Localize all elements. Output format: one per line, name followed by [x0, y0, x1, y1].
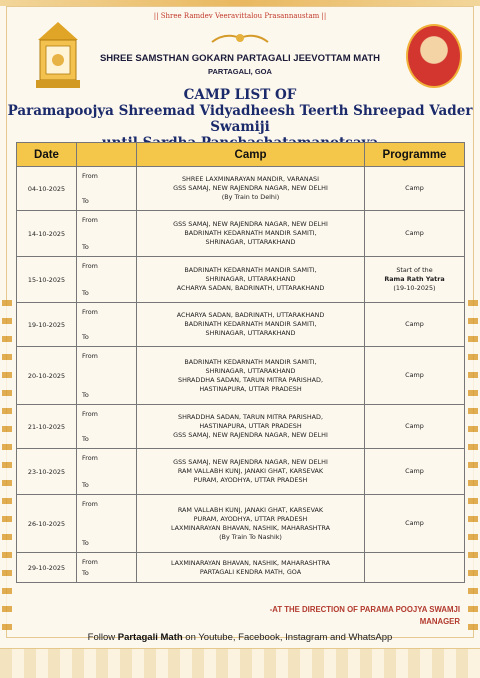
camp-line: SHRINAGAR, UTTARAKHAND [205, 329, 296, 337]
to-label: To [82, 435, 89, 443]
follow-line [0, 632, 480, 643]
table-header-row [17, 143, 465, 167]
row-date: 23-10-2025 [17, 449, 77, 495]
to-label: To [82, 333, 89, 341]
camp-line: (By Train To Nashik) [219, 532, 282, 541]
camp-line: ACHARYA SADAN, BADRINATH, UTTARAKHAND [176, 311, 325, 319]
header-camp: Camp [137, 143, 365, 167]
row-camp [137, 211, 365, 257]
row-date: 04-10-2025 [17, 167, 77, 211]
row-date: 29-10-2025 [17, 553, 77, 583]
row-programme [365, 405, 465, 449]
table-row [17, 495, 465, 553]
row-date: 26-10-2025 [17, 495, 77, 553]
row-date: 14-10-2025 [17, 211, 77, 257]
row-programme [365, 495, 465, 553]
camp-line: GSS SAMAJ, NEW RAJENDRA NAGAR, NEW DELHI [173, 220, 328, 228]
from-label: From [82, 352, 98, 360]
camp-line: PARTAGALI KENDRA MATH, GOA [199, 567, 302, 576]
camp-line: ACHARYA SADAN, BADRINATH, UTTARAKHAND [176, 284, 325, 292]
row-from-to [77, 167, 137, 211]
org-name: SHREE SAMSTHAN GOKARN PARTAGALI JEEVOTTAM MATH [99, 53, 381, 64]
row-programme [365, 257, 465, 303]
row-camp [137, 167, 365, 211]
camp-line: LAXMINARAYAN BHAVAN, NASHIK, MAHARASHTRA [170, 558, 331, 567]
camp-line: SHRADDHA SADAN, TARUN MITRA PARISHAD, [178, 413, 323, 421]
camp-line: BADRINATH KEDARNATH MANDIR SAMITI, [184, 320, 317, 328]
bottom-ornament-band [0, 648, 480, 678]
to-label: To [82, 569, 89, 577]
table-body [17, 167, 465, 583]
row-camp [137, 449, 365, 495]
row-programme [365, 553, 465, 583]
from-label: From [82, 308, 98, 316]
camp-line: SHRINAGAR, UTTARAKHAND [205, 275, 296, 283]
row-programme [365, 167, 465, 211]
row-programme [365, 449, 465, 495]
programme-line: Camp [405, 422, 424, 430]
to-label: To [82, 197, 89, 205]
row-from-to [77, 303, 137, 347]
to-label: To [82, 539, 89, 547]
row-camp [137, 553, 365, 583]
to-label: To [82, 391, 89, 399]
row-from-to [77, 257, 137, 303]
row-date: 20-10-2025 [17, 347, 77, 405]
row-from-to [77, 211, 137, 257]
from-label: From [82, 262, 98, 270]
camp-line: LAXMINARAYAN BHAVAN, NASHIK, MAHARASHTRA [170, 523, 331, 532]
row-camp [137, 347, 365, 405]
title-line-2: Paramapoojya Shreemad Vidyadheesh Teerth Shreepad Vader Swamiji [7, 103, 473, 135]
direction-note [0, 604, 460, 628]
table-row [17, 257, 465, 303]
programme-line: (19-10-2025) [393, 284, 436, 292]
camp-table [16, 142, 465, 583]
from-label: From [82, 558, 98, 566]
table-row [17, 167, 465, 211]
left-ornament-border [2, 300, 12, 630]
camp-line: HASTINAPURA, UTTAR PRADESH [199, 384, 302, 393]
header-programme: Programme [365, 143, 465, 167]
header-from-to [77, 143, 137, 167]
row-from-to [77, 553, 137, 583]
camp-line: GSS SAMAJ, NEW RAJENDRA NAGAR, NEW DELHI [173, 458, 328, 466]
table-row [17, 211, 465, 257]
to-label: To [82, 481, 89, 489]
camp-line: BADRINATH KEDARNATH MANDIR SAMITI, [184, 229, 317, 237]
follow-prefix: Follow [87, 632, 118, 643]
camp-line: BADRINATH KEDARNATH MANDIR SAMITI, [184, 266, 317, 274]
follow-brand: Partagali Math [117, 632, 183, 643]
programme-line: Start of the [396, 266, 433, 274]
programme-line: Camp [405, 184, 424, 192]
programme-line: Camp [405, 467, 424, 475]
camp-line: SHRADDHA SADAN, TARUN MITRA PARISHAD, [178, 375, 323, 384]
row-date: 19-10-2025 [17, 303, 77, 347]
row-from-to [77, 449, 137, 495]
from-label: From [82, 216, 98, 224]
camp-line: SHRINAGAR, UTTARAKHAND [205, 238, 296, 246]
row-camp [137, 405, 365, 449]
table-row [17, 553, 465, 583]
table-row [17, 405, 465, 449]
camp-line: PURAM, AYODHYA, UTTAR PRADESH [193, 514, 308, 523]
camp-line: RAM VALLABH KUNJ, JANAKI GHAT, KARSEVAK [177, 467, 324, 475]
programme-line: Camp [405, 519, 424, 527]
programme-line: Camp [405, 371, 424, 379]
programme-line: Camp [405, 320, 424, 328]
row-from-to [77, 347, 137, 405]
row-date: 21-10-2025 [17, 405, 77, 449]
row-from-to [77, 495, 137, 553]
row-camp [137, 303, 365, 347]
programme-line: Camp [405, 229, 424, 237]
row-programme [365, 303, 465, 347]
header-date: Date [17, 143, 77, 167]
row-date: 15-10-2025 [17, 257, 77, 303]
table-row [17, 303, 465, 347]
to-label: To [82, 289, 89, 297]
camp-line: PURAM, AYODHYA, UTTAR PRADESH [193, 476, 308, 484]
camp-line: RAM VALLABH KUNJ, JANAKI GHAT, KARSEVAK [177, 505, 324, 514]
camp-line: SHRINAGAR, UTTARAKHAND [205, 366, 296, 375]
camp-line: GSS SAMAJ, NEW RAJENDRA NAGAR, NEW DELHI [173, 431, 328, 439]
camp-line: (By Train to Delhi) [221, 193, 280, 201]
camp-line: HASTINAPURA, UTTAR PRADESH [199, 422, 302, 430]
right-ornament-border [468, 300, 478, 630]
table-row [17, 347, 465, 405]
to-label: To [82, 243, 89, 251]
from-label: From [82, 500, 98, 508]
row-camp [137, 495, 365, 553]
from-label: From [82, 410, 98, 418]
follow-suffix: on Youtube, Facebook, Instagram and WhatsApp [182, 632, 393, 643]
direction-line-1: -AT THE DIRECTION OF PARAMA POOJYA SWAMJI [269, 605, 460, 614]
row-programme [365, 211, 465, 257]
from-label: From [82, 172, 98, 180]
title-line-1: CAMP LIST OF [183, 87, 297, 103]
crest-emblem-icon [210, 30, 270, 46]
row-camp [137, 257, 365, 303]
from-label: From [82, 454, 98, 462]
direction-line-2: MANAGER [419, 617, 460, 626]
camp-line: BADRINATH KEDARNATH MANDIR SAMITI, [184, 357, 317, 366]
camp-line: GSS SAMAJ, NEW RAJENDRA NAGAR, NEW DELHI [173, 184, 328, 192]
programme-line: Rama Rath Yatra [384, 275, 445, 283]
row-from-to [77, 405, 137, 449]
invocation-text: || Shree Ramdev Veeravittalou Prasannaustam || [153, 12, 327, 20]
org-place: PARTAGALI, GOA [208, 67, 272, 76]
camp-line: SHREE LAXMINARAYAN MANDIR, VARANASI [181, 175, 320, 183]
row-programme [365, 347, 465, 405]
table-row [17, 449, 465, 495]
